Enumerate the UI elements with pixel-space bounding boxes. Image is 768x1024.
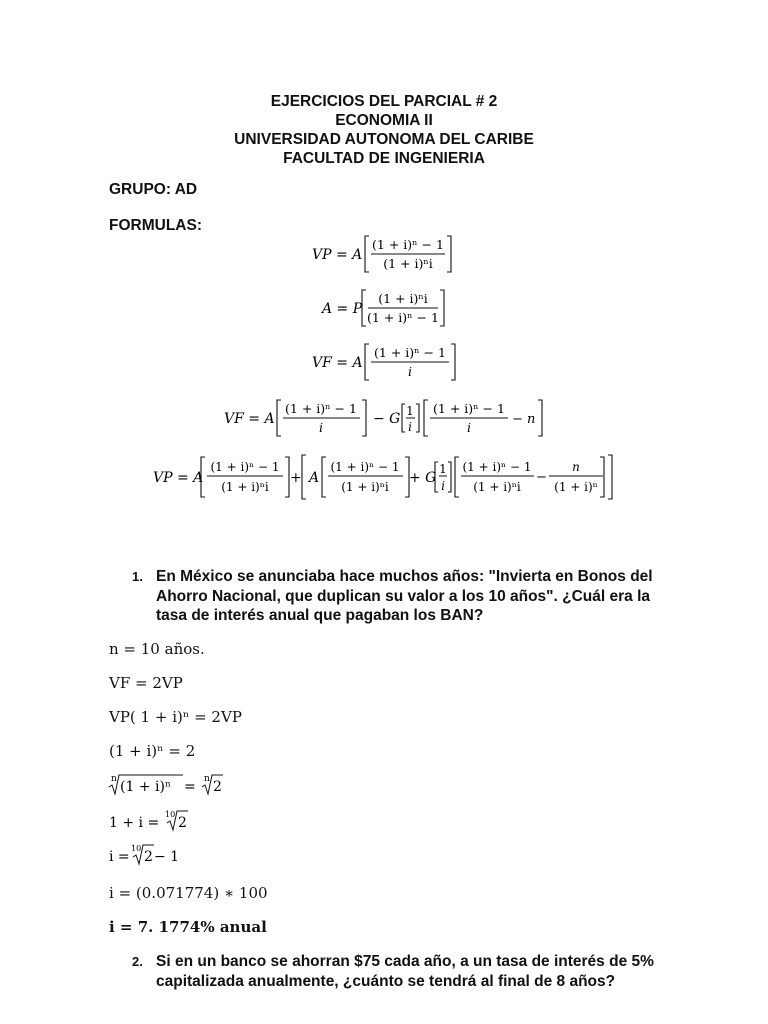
formula-lhs: VF = A — [224, 411, 275, 427]
faculty-name: FACULTAD DE INGENIERIA — [283, 150, 485, 167]
formula-denominator-4: (1 + i)ⁿ — [554, 480, 598, 494]
formula-a-capital-recovery — [0, 284, 768, 344]
formula-lhs: VP = A — [153, 470, 204, 486]
step-prefix: i = — [109, 849, 130, 865]
question-text: Si en un banco se ahorran $75 cada año, a un tasa de interés de 5% capitalizada anualmente, ¿cuánto se tendrá al final de 8 años? — [156, 953, 654, 990]
formula-denominator-3: (1 + i)ⁿi — [473, 480, 521, 494]
question-text: En México se anunciaba hace muchos años: "Invierta en Bonos del Ahorro Nacional, que duplican su valor a los 10 años". ¿Cuál era la tasa de interés anual que pagaban los BAN? — [156, 568, 653, 624]
formula-vf-gradient — [0, 394, 768, 454]
solution-step-2: VF = 2VP — [109, 674, 183, 692]
solution-step-8: i = (0.071774) ∗ 100 — [109, 884, 268, 902]
formula-numerator: (1 + i)ⁿ − 1 — [372, 237, 444, 252]
solution-step-6 — [105, 806, 245, 836]
formulas-label: FORMULAS: — [109, 217, 202, 234]
formula-i: i — [441, 479, 445, 493]
formula-numerator-2: (1 + i)ⁿ − 1 — [433, 401, 505, 416]
doc-title: EJERCICIOS DEL PARCIAL # 2 — [270, 93, 498, 110]
question-number: 2. — [132, 954, 143, 969]
formula-vp-annuity — [0, 230, 768, 290]
formula-lhs: A = P — [322, 301, 363, 317]
radicand: 2 — [144, 849, 153, 865]
formula-one: 1 — [406, 404, 414, 418]
step-prefix: 1 + i = — [109, 815, 160, 831]
question-number: 1. — [132, 569, 143, 584]
formula-a: A — [309, 470, 320, 486]
solution-step-1: n = 10 años. — [109, 640, 205, 658]
formula-numerator: (1 + i)ⁿi — [378, 291, 428, 306]
formula-i: i — [408, 420, 412, 434]
solution-step-7 — [105, 840, 265, 870]
solution-step-3: VP( 1 + i)ⁿ = 2VP — [109, 708, 242, 726]
radicand-2: 2 — [213, 779, 222, 795]
formula-denominator-2: i — [467, 420, 471, 435]
formula-g-term: − G — [373, 411, 401, 427]
solution-result: i = 7. 1774% anual — [109, 918, 267, 936]
formula-plus: + — [290, 470, 302, 486]
formula-numerator: (1 + i)ⁿ − 1 — [374, 345, 446, 360]
question-1 — [132, 567, 672, 626]
solution-step-4: (1 + i)ⁿ = 2 — [109, 742, 196, 760]
question-2 — [132, 952, 672, 991]
solution-step-5 — [105, 770, 245, 800]
group-label: GRUPO: AD — [109, 181, 198, 198]
formula-one: 1 — [439, 462, 447, 476]
formula-numerator: (1 + i)ⁿ − 1 — [210, 460, 280, 474]
radical-index: 10 — [165, 810, 176, 819]
formula-denominator: i — [408, 364, 412, 379]
equals-sign: = — [184, 779, 196, 795]
formula-denominator-2: (1 + i)ⁿi — [341, 480, 389, 494]
radicand: 2 — [178, 815, 187, 831]
formula-denominator: (1 + i)ⁿ − 1 — [367, 310, 439, 325]
radical-index: n — [111, 774, 117, 784]
formula-lhs: VP = A — [312, 247, 363, 263]
radical-index: 10 — [131, 844, 142, 853]
step-suffix: − 1 — [154, 849, 180, 865]
formula-numerator: (1 + i)ⁿ − 1 — [285, 401, 357, 416]
formula-denominator: i — [319, 420, 323, 435]
formula-g-term: + G — [409, 470, 437, 486]
university-name: UNIVERSIDAD AUTONOMA DEL CARIBE — [234, 131, 534, 148]
formula-vp-gradient — [0, 452, 768, 512]
radical-index-2: n — [204, 774, 210, 784]
formula-denominator: (1 + i)ⁿi — [221, 480, 269, 494]
radicand: (1 + i)ⁿ — [120, 779, 171, 795]
formula-numerator-4: n — [572, 460, 580, 474]
formula-minus: − — [536, 470, 547, 485]
formula-denominator: (1 + i)ⁿi — [383, 256, 433, 271]
course-name: ECONOMIA II — [335, 112, 433, 129]
formula-tail: − n — [512, 412, 536, 427]
formula-vf-annuity — [0, 338, 768, 398]
formula-numerator-2: (1 + i)ⁿ − 1 — [330, 460, 400, 474]
formula-lhs: VF = A — [312, 355, 363, 371]
formula-numerator-3: (1 + i)ⁿ − 1 — [462, 460, 532, 474]
